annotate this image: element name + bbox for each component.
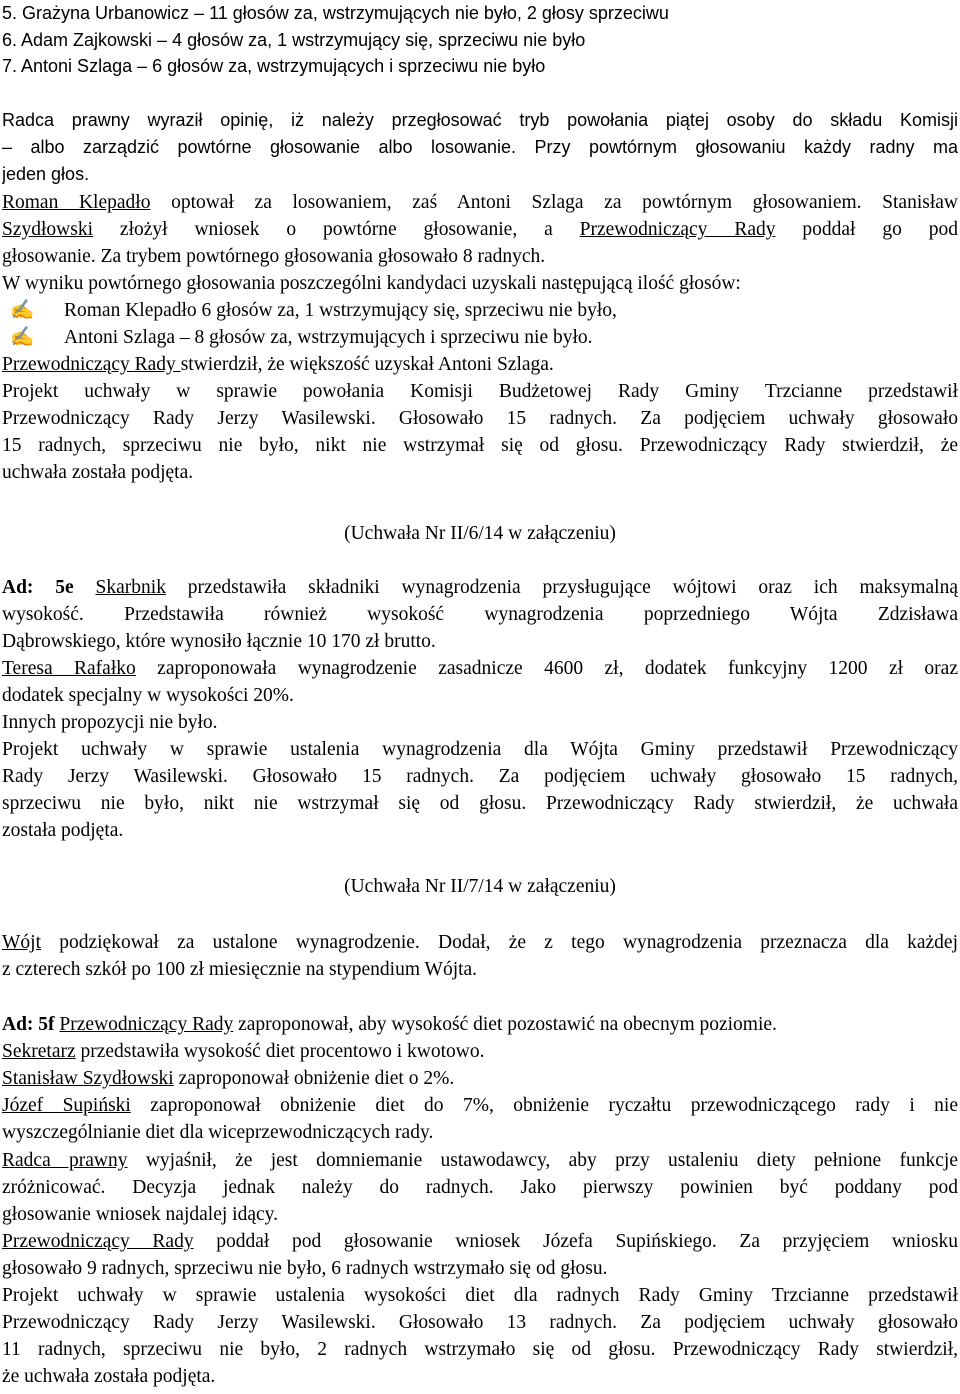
person-name: Stanisław Szydłowski <box>2 1068 174 1089</box>
text-fragment: poddał pod głosowanie wniosek Józefa Supińskiego. Za przyjęciem wniosku <box>193 1231 958 1252</box>
list-item-text: Antoni Szlaga – 8 głosów za, wstrzymujących i sprzeciwu nie było. <box>64 327 593 348</box>
person-name: Roman Klepadło <box>2 192 151 213</box>
item-5e-line <box>2 929 958 956</box>
item-5e-line: Dąbrowskiego, które wynosiło łącznie 10 170 zł brutto. <box>2 631 436 652</box>
person-name: Wójt <box>2 932 41 953</box>
item-5e-line: została podjęta. <box>2 820 124 841</box>
revote-conclusion <box>2 351 958 378</box>
person-name: Przewodniczący Rady <box>59 1014 234 1035</box>
text-fragment: przedstawiła wysokość diet procentowo i kwotowo. <box>75 1041 485 1062</box>
item-5e-line: dodatek specjalny w wysokości 20%. <box>2 685 294 706</box>
vote-result-7: 7. Antoni Szlaga – 6 głosów za, wstrzymujących i sprzeciwu nie było <box>2 56 546 76</box>
text-fragment: złożył wniosek o powtórne głosowanie, a <box>93 219 580 240</box>
vote-result-6: 6. Adam Zajkowski – 4 głosów za, 1 wstrzymujący się, sprzeciwu nie było <box>2 30 586 50</box>
person-name: Teresa Rafałko <box>2 658 136 679</box>
text-fragment: stwierdził, że większość uzyskał Antoni Szlaga. <box>180 354 554 375</box>
person-name: Józef Supiński <box>2 1095 131 1116</box>
item-5e-line: Innych propozycji nie było. <box>2 712 218 733</box>
person-name: Sekretarz <box>2 1041 76 1062</box>
item-5f-line <box>2 1092 958 1119</box>
item-5f-line: 11 radnych, sprzeciwu nie było, 2 radnych wstrzymało się od głosu. Przewodniczący Rady stwierdził, <box>2 1339 958 1360</box>
item-5f-line <box>2 1228 958 1255</box>
person-name: Przewodniczący Rady <box>2 354 181 375</box>
list-item <box>10 297 958 324</box>
person-name: Skarbnik <box>95 577 166 598</box>
budget-committee-line: uchwała została podjęta. <box>2 462 194 483</box>
text-fragment: zaproponował, aby wysokość diet pozostawić na obecnym poziomie. <box>233 1014 777 1035</box>
item-5f-line: Przewodniczący Rady Jerzy Wasilewski. Głosowało 13 radnych. Za podjęciem uchwały głosowało <box>2 1312 958 1333</box>
item-5f-line: głosowało 9 radnych, sprzeciwu nie było, 6 radnych wstrzymało się od głosu. <box>2 1258 608 1279</box>
item-5e-line <box>2 574 958 601</box>
item-5f-line: głosowanie wniosek najdalej idący. <box>2 1204 278 1225</box>
text-fragment: poddał go pod <box>775 219 958 240</box>
revote-results-intro: W wyniku powtórnego głosowania poszczególni kandydaci uzyskali następującą ilość głosów: <box>2 273 741 294</box>
legal-opinion-line: Radca prawny wyraził opinię, iż należy przegłosować tryb powołania piątej osoby do składu Komisji <box>2 110 958 130</box>
budget-committee-line: 15 radnych, sprzeciwu nie było, nikt nie wstrzymał się od głosu. Przewodniczący Rady stwierdził, że <box>2 435 958 456</box>
legal-opinion-line: jeden głos. <box>2 164 90 184</box>
text-fragment: zaproponowała wynagrodzenie zasadnicze 4600 zł, dodatek funkcyjny 1200 zł oraz <box>135 658 958 679</box>
text-fragment: wyjaśnił, że jest domniemanie ustawodawcy, aby przy ustaleniu diety pełnione funkcje <box>127 1150 958 1171</box>
vote-result-5: 5. Grażyna Urbanowicz – 11 głosów za, wstrzymujących nie było, 2 głosy sprzeciwu <box>2 3 669 23</box>
person-name: Przewodniczący Rady <box>579 219 776 240</box>
item-5e-line: z czterech szkół po 100 zł miesięcznie na stypendium Wójta. <box>2 959 478 980</box>
text-fragment: przedstawiła składniki wynagrodzenia przysługujące wójtowi oraz ich maksymalną <box>165 577 958 598</box>
person-name: Szydłowski <box>2 219 94 240</box>
revote-line <box>2 216 958 243</box>
text-fragment: optował za losowaniem, zaś Antoni Szlaga za powtórnym głosowaniem. Stanisław <box>150 192 958 213</box>
item-5e-line: Rady Jerzy Wasilewski. Głosowało 15 radnych. Za podjęciem uchwały głosowało 15 radnych, <box>2 766 958 787</box>
item-5f-line: zróżnicować. Decyzja jednak należy do radnych. Jako pierwszy powinien być poddany pod <box>2 1177 958 1198</box>
item-5f-line: wyszczególnianie diet dla wiceprzewodniczących rady. <box>2 1122 434 1143</box>
item-5f-line <box>2 1065 958 1092</box>
item-5e-line: Projekt uchwały w sprawie ustalenia wynagrodzenia dla Wójta Gminy przedstawił Przewodniczący <box>2 739 958 760</box>
revote-line: głosowanie. Za trybem powtórnego głosowania głosowało 8 radnych. <box>2 246 546 267</box>
bullet-icon: ✍ <box>10 327 35 348</box>
legal-opinion-line: – albo zarządzić powtórne głosowanie albo losowanie. Przy powtórnym głosowaniu każdy radny ma <box>2 137 958 157</box>
item-5f-line <box>2 1011 958 1038</box>
list-item <box>10 324 958 351</box>
annex-reference: (Uchwała Nr II/7/14 w załączeniu) <box>344 876 616 897</box>
item-5f-line: że uchwała została podjęta. <box>2 1366 216 1387</box>
person-name: Radca prawny <box>2 1150 128 1171</box>
item-5e-line: wysokość. Przedstawiła również wysokość wynagrodzenia poprzedniego Wójta Zdzisława <box>2 604 958 625</box>
text-fragment: zaproponował obniżenie diet o 2%. <box>173 1068 455 1089</box>
agenda-item-label: Ad: 5f <box>2 1014 55 1035</box>
budget-committee-line: Przewodniczący Rady Jerzy Wasilewski. Głosowało 15 radnych. Za podjęciem uchwały głosowało <box>2 408 958 429</box>
agenda-item-label: Ad: 5e <box>2 577 74 598</box>
person-name: Przewodniczący Rady <box>2 1231 194 1252</box>
item-5e-line <box>2 655 958 682</box>
budget-committee-line: Projekt uchwały w sprawie powołania Komisji Budżetowej Rady Gminy Trzcianne przedstawił <box>2 381 958 402</box>
list-item-text: Roman Klepadło 6 głosów za, 1 wstrzymujący się, sprzeciwu nie było, <box>64 300 617 321</box>
item-5e-line: sprzeciwu nie było, nikt nie wstrzymał się od głosu. Przewodniczący Rady stwierdził, że uchwała <box>2 793 958 814</box>
item-5f-line <box>2 1147 958 1174</box>
annex-reference: (Uchwała Nr II/6/14 w załączeniu) <box>344 523 616 544</box>
bullet-icon: ✍ <box>10 300 35 321</box>
item-5f-line <box>2 1038 958 1065</box>
text-fragment: zaproponował obniżenie diet do 7%, obniżenie ryczałtu przewodniczącego rady i nie <box>130 1095 958 1116</box>
revote-line <box>2 189 958 216</box>
text-fragment: podziękował za ustalone wynagrodzenie. Dodał, że z tego wynagrodzenia przeznacza dla każdej <box>41 932 958 953</box>
item-5f-line: Projekt uchwały w sprawie ustalenia wysokości diet dla radnych Rady Gminy Trzcianne przedstawił <box>2 1285 958 1306</box>
